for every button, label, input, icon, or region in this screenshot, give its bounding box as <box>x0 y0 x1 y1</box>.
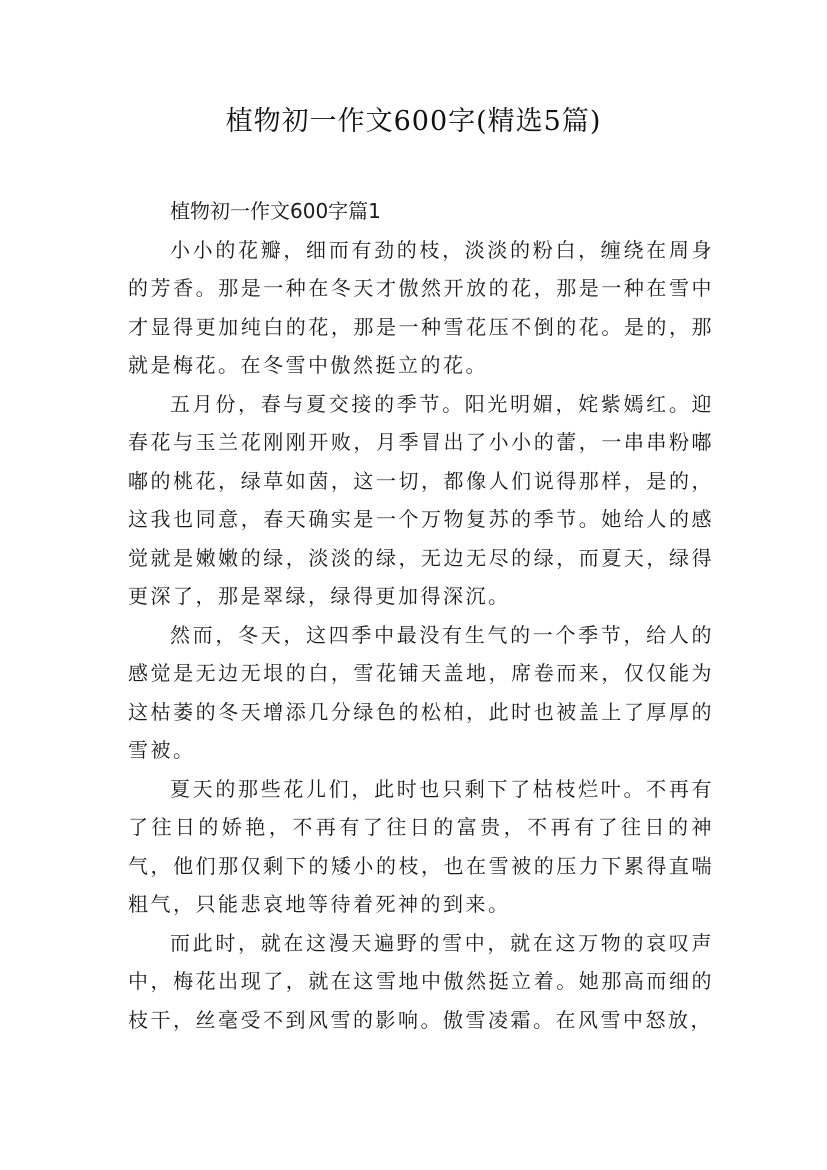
paragraph-3: 然而，冬天，这四季中最没有生气的一个季节，给人的感觉是无边无垠的白，雪花铺天盖地，席卷而来，仅仅能为这枯萎的冬天增添几分绿色的松柏，此时也被盖上了厚厚的雪被。 <box>128 622 714 762</box>
paragraph-2: 五月份，春与夏交接的季节。阳光明媚，姹紫嫣红。迎春花与玉兰花刚刚开败，月季冒出了小小的蕾，一串串粉嘟嘟的桃花，绿草如茵，这一切，都像人们说得那样，是的，这我也同意，春天确实是一个万物复苏的季节。她给人的感觉就是嫩嫩的绿，淡淡的绿，无边无尽的绿，而夏天，绿得更深了，那是翠绿，绿得更加得深沉。 <box>128 391 714 608</box>
document-body <box>128 192 714 1039</box>
section-heading: 植物初一作文600字篇1 <box>170 199 381 223</box>
paragraph-4: 夏天的那些花儿们，此时也只剩下了枯枝烂叶。不再有了往日的娇艳，不再有了往日的富贵，不再有了往日的神气，他们那仅剩下的矮小的枝，也在雪被的压力下累得直喘粗气，只能悲哀地等待着死神的到来。 <box>128 776 714 916</box>
paragraph-5: 而此时，就在这漫天遍野的雪中，就在这万物的哀叹声中，梅花出现了，就在这雪地中傲然挺立着。她那高而细的枝干，丝毫受不到风雪的影响。傲雪凌霜。在风雪中怒放， <box>128 930 714 1032</box>
document-title: 植物初一作文600字(精选5篇) <box>225 106 602 137</box>
paragraph-1: 小小的花瓣，细而有劲的枝，淡淡的粉白，缠绕在周身的芳香。那是一种在冬天才傲然开放的花，那是一种在雪中才显得更加纯白的花，那是一种雪花压不倒的花。是的，那就是梅花。在冬雪中傲然挺立的花。 <box>128 237 714 377</box>
